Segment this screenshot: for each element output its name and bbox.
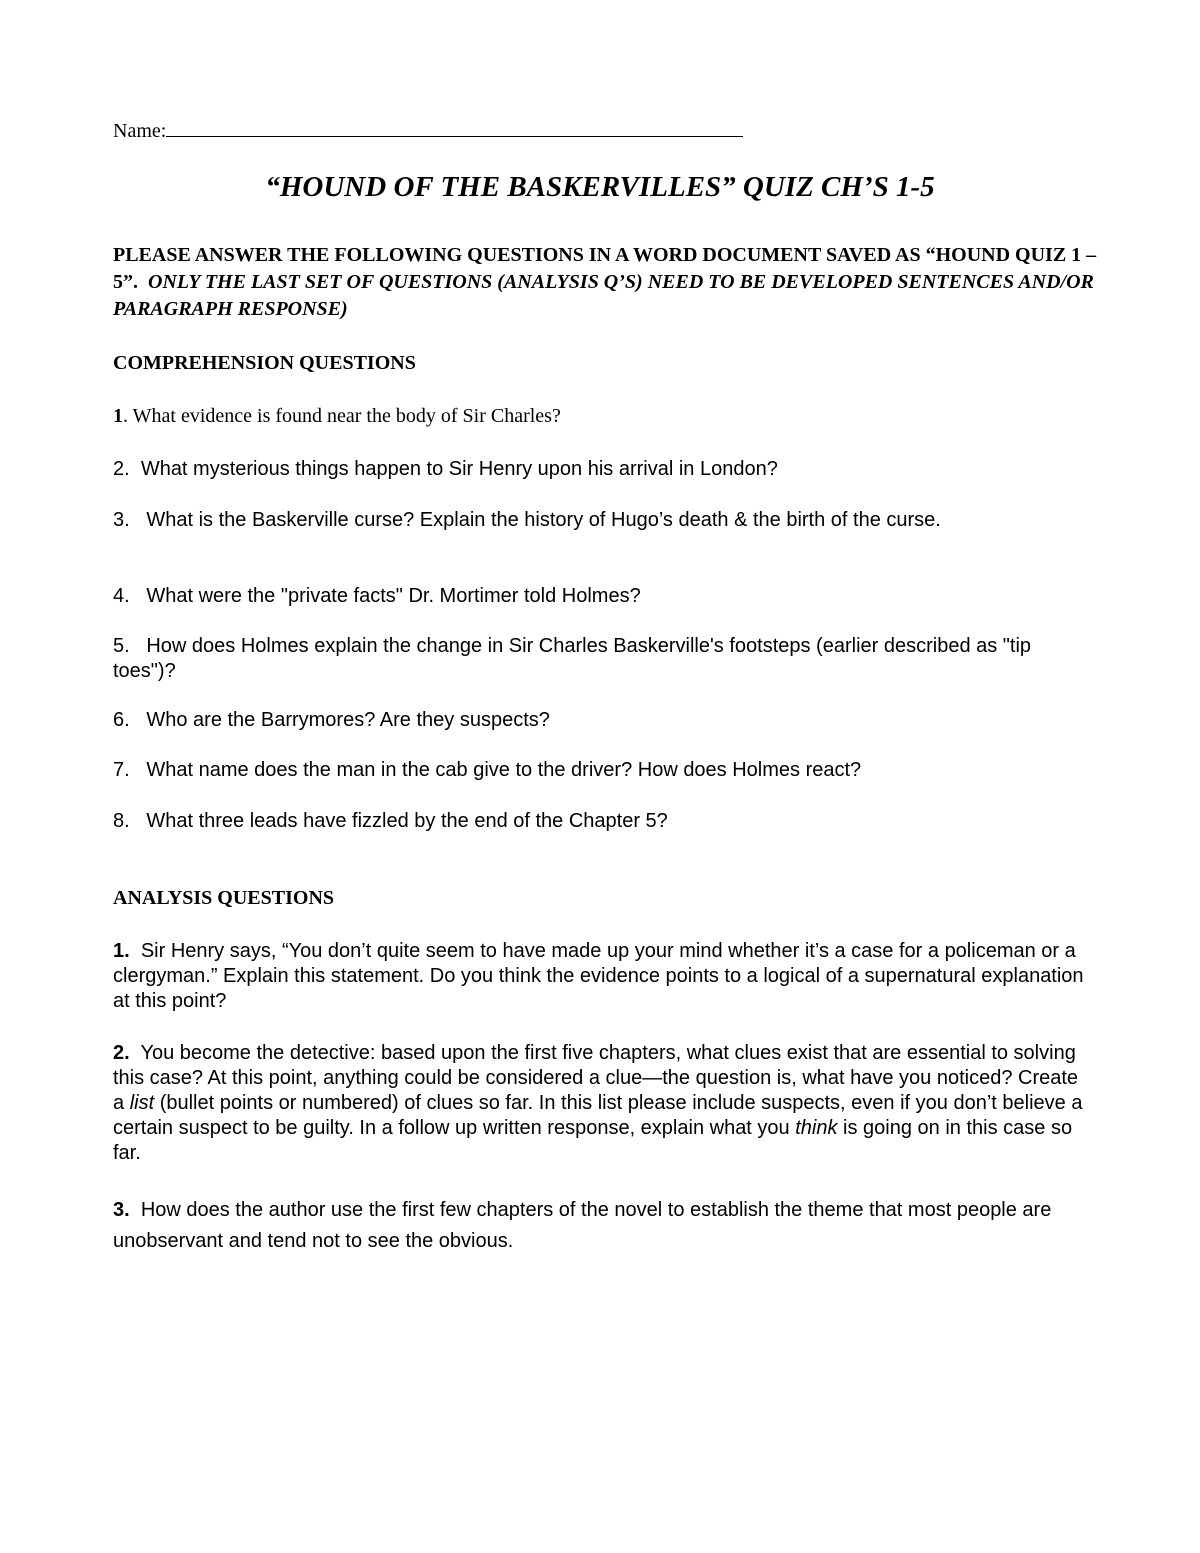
- question-number: 3.: [113, 509, 130, 531]
- comprehension-question-6: [113, 708, 1093, 733]
- name-field: [113, 116, 743, 144]
- comprehension-question-7: [113, 758, 1093, 783]
- question-text: How does the author use the first few chapters of the novel to establish the theme that most people are unobservant and tend not to see the obvious.: [113, 1199, 1052, 1252]
- question-number: 5.: [113, 635, 130, 657]
- name-blank-line: [166, 116, 743, 137]
- question-number: 1: [113, 405, 123, 427]
- comprehension-question-1: [113, 404, 1093, 429]
- question-text: Sir Henry says, “You don’t quite seem to have made up your mind whether it’s a case for a policeman or a clergyman.” Explain this statement. Do you think the evidence points to a logical of a supernatural explanation at this point?: [113, 940, 1084, 1012]
- question-text: What name does the man in the cab give to the driver? How does Holmes react?: [146, 759, 862, 781]
- question-number: 4.: [113, 585, 130, 607]
- question-text-part-c: is going on in this case so far.: [113, 1117, 1073, 1164]
- comprehension-question-5: [113, 634, 1093, 684]
- analysis-question-1: [113, 939, 1093, 1014]
- comprehension-question-4: [113, 584, 1093, 609]
- question-number: 2.: [113, 458, 130, 480]
- comprehension-heading: COMPREHENSION QUESTIONS: [113, 352, 416, 374]
- analysis-question-2: [113, 1041, 1093, 1166]
- quiz-title: “HOUND OF THE BASKERVILLES” QUIZ CH’S 1-5: [265, 171, 935, 203]
- comprehension-question-8: [113, 809, 1093, 834]
- instructions-italic: ONLY THE LAST SET OF QUESTIONS (ANALYSIS Q’S) NEED TO BE DEVELOPED SENTENCES AND/OR PARAGRAPH RESPONSE): [113, 271, 1094, 320]
- question-text-part-a: You become the detective: based upon the first five chapters, what clues exist that are essential to solving this case? At this point, anything could be considered a clue—the question is, what have you noticed? Create a: [113, 1042, 1079, 1114]
- question-text: What is the Baskerville curse? Explain the history of Hugo’s death & the birth of the curse.: [146, 509, 941, 531]
- question-emphasis-list: list: [129, 1092, 155, 1114]
- instructions: [113, 242, 1103, 323]
- question-number: 1.: [113, 940, 130, 962]
- question-number: 8.: [113, 810, 130, 832]
- question-text-part-b: (bullet points or numbered) of clues so far. In this list please include suspects, even if you don’t believe a certain suspect to be guilty. In a follow up written response, explain what you: [113, 1092, 1083, 1139]
- question-text: . What evidence is found near the body of Sir Charles?: [123, 405, 561, 427]
- question-emphasis-think: think: [795, 1117, 838, 1139]
- question-text: Who are the Barrymores? Are they suspects?: [146, 709, 550, 731]
- question-number: 3.: [113, 1199, 130, 1221]
- question-number: 6.: [113, 709, 130, 731]
- question-number: 7.: [113, 759, 130, 781]
- question-text: What were the "private facts" Dr. Mortimer told Holmes?: [146, 585, 641, 607]
- instructions-plain: PLEASE ANSWER THE FOLLOWING QUESTIONS IN A WORD DOCUMENT SAVED AS “HOUND QUIZ 1 – 5”.: [113, 244, 1097, 293]
- question-number: 2.: [113, 1042, 130, 1064]
- question-text: How does Holmes explain the change in Sir Charles Baskerville's footsteps (earlier described as "tip toes")?: [113, 635, 1032, 682]
- analysis-question-3: [113, 1195, 1093, 1257]
- comprehension-question-3: [113, 508, 1093, 533]
- analysis-heading: ANALYSIS QUESTIONS: [113, 887, 335, 909]
- question-text: What three leads have fizzled by the end of the Chapter 5?: [146, 810, 668, 832]
- comprehension-question-2: [113, 457, 1093, 482]
- name-label: Name:: [113, 120, 167, 142]
- question-text: What mysterious things happen to Sir Henry upon his arrival in London?: [140, 458, 778, 480]
